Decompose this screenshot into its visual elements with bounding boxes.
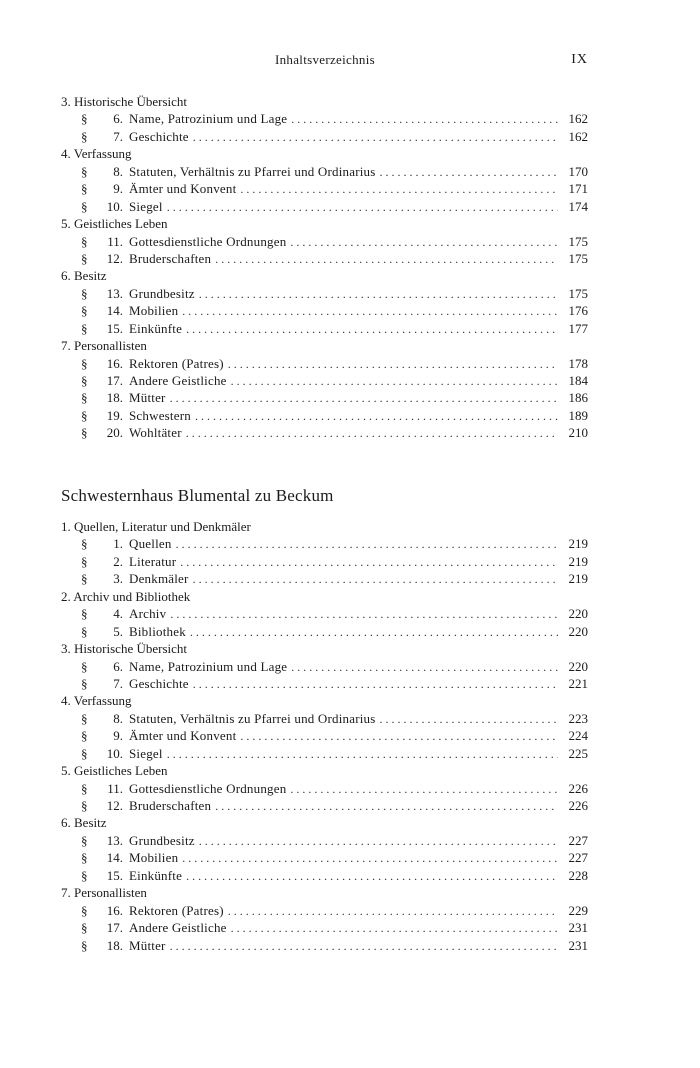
toc-entry xyxy=(61,780,588,797)
entry-number: 8. xyxy=(113,710,123,726)
entry-page-number: 228 xyxy=(568,867,588,883)
entry-label: Ämter und Konvent xyxy=(129,728,237,744)
entry-page-number: 219 xyxy=(568,571,588,587)
dot-leader xyxy=(240,181,558,198)
toc-entry xyxy=(61,110,588,127)
section-sign: § xyxy=(81,536,88,552)
section-sign: § xyxy=(81,355,88,371)
entry-label: Name, Patrozinium und Lage xyxy=(129,658,288,674)
section-sign: § xyxy=(81,128,88,144)
section-sign: § xyxy=(81,710,88,726)
chapter-title: 3. Historische Übersicht xyxy=(61,641,188,657)
toc-entry xyxy=(61,407,588,424)
section-sign: § xyxy=(81,623,88,639)
section-sign: § xyxy=(81,798,88,813)
entry-number: 12. xyxy=(106,250,123,266)
entry-page-number: 162 xyxy=(568,111,588,127)
section-sign: § xyxy=(81,233,88,249)
entry-label: Mütter xyxy=(129,937,166,953)
entry-label: Denkmäler xyxy=(129,571,189,587)
dot-leader xyxy=(167,199,558,216)
dot-leader xyxy=(180,554,558,571)
section-sign: § xyxy=(81,285,88,301)
toc-entry xyxy=(61,553,588,570)
dot-leader xyxy=(186,321,558,338)
toc-part-2 xyxy=(61,518,588,954)
entry-label: Wohltäter xyxy=(129,425,182,441)
dot-leader xyxy=(215,798,558,815)
entry-page-number: 175 xyxy=(568,285,588,301)
entry-label: Geschichte xyxy=(129,128,189,144)
toc-entry xyxy=(61,902,588,919)
toc-entry xyxy=(61,424,588,441)
chapter-title: 1. Quellen, Literatur und Denkmäler xyxy=(61,519,251,534)
entry-label: Gottesdienstliche Ordnungen xyxy=(129,780,287,796)
chapter-title: 6. Besitz xyxy=(61,268,107,284)
dot-leader xyxy=(193,129,558,146)
entry-page-number: 221 xyxy=(568,675,588,691)
section-sign: § xyxy=(81,198,88,214)
toc-entry xyxy=(61,675,588,692)
toc-entry xyxy=(61,919,588,936)
toc-entry xyxy=(61,180,588,197)
entry-page-number: 220 xyxy=(568,606,588,622)
toc-entry xyxy=(61,128,588,145)
dot-leader xyxy=(291,111,558,128)
entry-page-number: 189 xyxy=(568,407,588,423)
entry-label: Gottesdienstliche Ordnungen xyxy=(129,233,287,249)
entry-page-number: 171 xyxy=(568,181,588,197)
entry-label: Archiv xyxy=(129,606,167,622)
entry-number: 8. xyxy=(113,163,123,179)
entry-label: Quellen xyxy=(129,536,172,552)
entry-page-number: 224 xyxy=(568,728,588,744)
chapter-title: 2. Archiv und Bibliothek xyxy=(61,588,191,604)
entry-number: 15. xyxy=(106,320,123,336)
toc-entry xyxy=(61,937,588,954)
section-sign: § xyxy=(81,658,88,674)
section-sign: § xyxy=(81,181,88,197)
entry-label: Rektoren (Patres) xyxy=(129,355,224,371)
toc-entry xyxy=(61,355,588,372)
entry-number: 13. xyxy=(106,285,123,301)
toc-entry xyxy=(61,163,588,180)
entry-label: Name, Patrozinium und Lage xyxy=(129,111,288,127)
section-sign: § xyxy=(81,902,88,918)
entry-number: 14. xyxy=(106,850,123,866)
toc-entry xyxy=(61,832,588,849)
entry-label: Literatur xyxy=(129,553,177,569)
section-sign: § xyxy=(81,163,88,179)
entry-label: Ämter und Konvent xyxy=(129,181,237,197)
entry-number: 10. xyxy=(106,745,123,761)
entry-page-number: 210 xyxy=(568,425,588,441)
entry-page-number: 231 xyxy=(568,920,588,936)
section-sign: § xyxy=(81,407,88,423)
entry-number: 2. xyxy=(113,553,123,569)
section-sign: § xyxy=(81,320,88,336)
toc-entry xyxy=(61,605,588,622)
entry-label: Andere Geistliche xyxy=(129,373,227,388)
section-sign: § xyxy=(81,390,88,406)
entry-page-number: 177 xyxy=(568,320,588,336)
dot-leader xyxy=(186,425,558,442)
running-head-page-number: IX xyxy=(571,52,588,67)
dot-leader xyxy=(182,850,558,867)
entry-label: Einkünfte xyxy=(129,320,183,336)
entry-number: 14. xyxy=(106,303,123,319)
entry-number: 12. xyxy=(106,798,123,813)
toc-entry xyxy=(61,745,588,762)
dot-leader xyxy=(240,728,558,745)
entry-label: Siegel xyxy=(129,198,163,214)
dot-leader xyxy=(176,536,558,553)
entry-page-number: 174 xyxy=(568,198,588,214)
toc-entry xyxy=(61,389,588,406)
entry-label: Mobilien xyxy=(129,850,179,866)
dot-leader xyxy=(170,606,558,623)
dot-leader xyxy=(215,251,558,268)
entry-label: Einkünfte xyxy=(129,867,183,883)
entry-number: 17. xyxy=(106,373,123,388)
section-sign: § xyxy=(81,745,88,761)
entry-number: 16. xyxy=(106,902,123,918)
entry-label: Statuten, Verhältnis zu Pfarrei und Ordinarius xyxy=(129,710,376,726)
dot-leader xyxy=(182,303,558,320)
toc-entry xyxy=(61,849,588,866)
chapter-title: 5. Geistliches Leben xyxy=(61,216,168,232)
entry-page-number: 226 xyxy=(568,780,588,796)
dot-leader xyxy=(199,286,558,303)
dot-leader xyxy=(290,781,558,798)
entry-label: Geschichte xyxy=(129,675,189,691)
entry-number: 9. xyxy=(113,181,123,197)
entry-label: Andere Geistliche xyxy=(129,920,227,936)
entry-page-number: 226 xyxy=(568,798,588,813)
dot-leader xyxy=(170,390,558,407)
entry-page-number: 186 xyxy=(568,390,588,406)
toc-entry xyxy=(61,727,588,744)
entry-page-number: 175 xyxy=(568,233,588,249)
dot-leader xyxy=(380,164,558,181)
dot-leader xyxy=(170,938,558,955)
dot-leader xyxy=(167,746,558,763)
dot-leader xyxy=(290,234,558,251)
entry-page-number: 162 xyxy=(568,128,588,144)
entry-label: Statuten, Verhältnis zu Pfarrei und Ordinarius xyxy=(129,163,376,179)
chapter-title: 4. Verfassung xyxy=(61,146,132,162)
section-sign: § xyxy=(81,850,88,866)
toc-entry xyxy=(61,285,588,302)
section-sign: § xyxy=(81,832,88,848)
toc-entry xyxy=(61,250,588,267)
entry-label: Bruderschaften xyxy=(129,798,212,813)
entry-page-number: 219 xyxy=(568,536,588,552)
toc-entry xyxy=(61,372,588,389)
entry-number: 3. xyxy=(113,571,123,587)
entry-number: 11. xyxy=(107,780,123,796)
entry-number: 15. xyxy=(106,867,123,883)
dot-leader xyxy=(231,373,558,390)
entry-number: 16. xyxy=(106,355,123,371)
entry-number: 13. xyxy=(106,832,123,848)
section-sign: § xyxy=(81,425,88,441)
entry-number: 18. xyxy=(106,937,123,953)
entry-label: Mütter xyxy=(129,390,166,406)
entry-number: 10. xyxy=(106,198,123,214)
entry-page-number: 231 xyxy=(568,937,588,953)
dot-leader xyxy=(228,903,558,920)
entry-number: 11. xyxy=(107,233,123,249)
toc-entry xyxy=(61,867,588,884)
chapter-title: 6. Besitz xyxy=(61,815,107,831)
toc-entry xyxy=(61,570,588,587)
toc-entry xyxy=(61,320,588,337)
dot-leader xyxy=(199,833,558,850)
dot-leader xyxy=(380,711,558,728)
chapter-title: 7. Personallisten xyxy=(61,338,147,354)
chapter-title: 5. Geistliches Leben xyxy=(61,763,168,779)
toc-entry xyxy=(61,623,588,640)
section-sign: § xyxy=(81,675,88,691)
running-head xyxy=(62,52,588,70)
entry-label: Mobilien xyxy=(129,303,179,319)
dot-leader xyxy=(291,659,558,676)
entry-page-number: 225 xyxy=(568,745,588,761)
entry-number: 6. xyxy=(113,658,123,674)
entry-number: 5. xyxy=(113,623,123,639)
entry-number: 17. xyxy=(106,920,123,936)
entry-number: 19. xyxy=(106,407,123,423)
entry-number: 6. xyxy=(113,111,123,127)
entry-number: 4. xyxy=(113,606,123,622)
dot-leader xyxy=(228,356,558,373)
toc-entry xyxy=(61,302,588,319)
entry-label: Bruderschaften xyxy=(129,250,212,266)
entry-label: Bibliothek xyxy=(129,623,186,639)
section-sign: § xyxy=(81,250,88,266)
running-head-title: Inhaltsverzeichnis xyxy=(275,52,375,67)
entry-label: Schwestern xyxy=(129,407,191,423)
entry-page-number: 178 xyxy=(568,355,588,371)
entry-page-number: 176 xyxy=(568,303,588,319)
toc-part-1 xyxy=(61,93,588,442)
chapter-title: 3. Historische Übersicht xyxy=(61,94,188,109)
section-sign: § xyxy=(81,303,88,319)
section-heading: Schwesternhaus Blumental zu Beckum xyxy=(61,486,334,505)
dot-leader xyxy=(231,920,558,937)
section-sign: § xyxy=(81,937,88,953)
section-sign: § xyxy=(81,728,88,744)
entry-number: 18. xyxy=(106,390,123,406)
entry-page-number: 229 xyxy=(568,902,588,918)
entry-page-number: 220 xyxy=(568,623,588,639)
entry-number: 20. xyxy=(106,425,123,441)
entry-page-number: 220 xyxy=(568,658,588,674)
toc-entry xyxy=(61,198,588,215)
section-sign: § xyxy=(81,780,88,796)
entry-page-number: 219 xyxy=(568,553,588,569)
entry-page-number: 227 xyxy=(568,832,588,848)
entry-page-number: 223 xyxy=(568,710,588,726)
toc-entry xyxy=(61,233,588,250)
toc-entry xyxy=(61,535,588,552)
section-sign: § xyxy=(81,920,88,936)
section-sign: § xyxy=(81,373,88,388)
chapter-title: 4. Verfassung xyxy=(61,693,132,709)
entry-page-number: 175 xyxy=(568,250,588,266)
entry-number: 9. xyxy=(113,728,123,744)
dot-leader xyxy=(193,676,558,693)
entry-page-number: 227 xyxy=(568,850,588,866)
entry-number: 1. xyxy=(113,536,123,552)
dot-leader xyxy=(186,868,558,885)
section-sign: § xyxy=(81,867,88,883)
entry-page-number: 184 xyxy=(568,373,588,388)
entry-label: Grundbesitz xyxy=(129,285,195,301)
dot-leader xyxy=(195,408,558,425)
toc-entry xyxy=(61,797,588,814)
entry-label: Rektoren (Patres) xyxy=(129,902,224,918)
dot-leader xyxy=(190,624,558,641)
toc-entry xyxy=(61,658,588,675)
chapter-title: 7. Personallisten xyxy=(61,885,147,901)
entry-label: Siegel xyxy=(129,745,163,761)
entry-number: 7. xyxy=(113,128,123,144)
section-sign: § xyxy=(81,606,88,622)
section-sign: § xyxy=(81,553,88,569)
toc-entry xyxy=(61,710,588,727)
entry-number: 7. xyxy=(113,675,123,691)
section-sign: § xyxy=(81,111,88,127)
dot-leader xyxy=(193,571,558,588)
entry-label: Grundbesitz xyxy=(129,832,195,848)
section-sign: § xyxy=(81,571,88,587)
entry-page-number: 170 xyxy=(568,163,588,179)
